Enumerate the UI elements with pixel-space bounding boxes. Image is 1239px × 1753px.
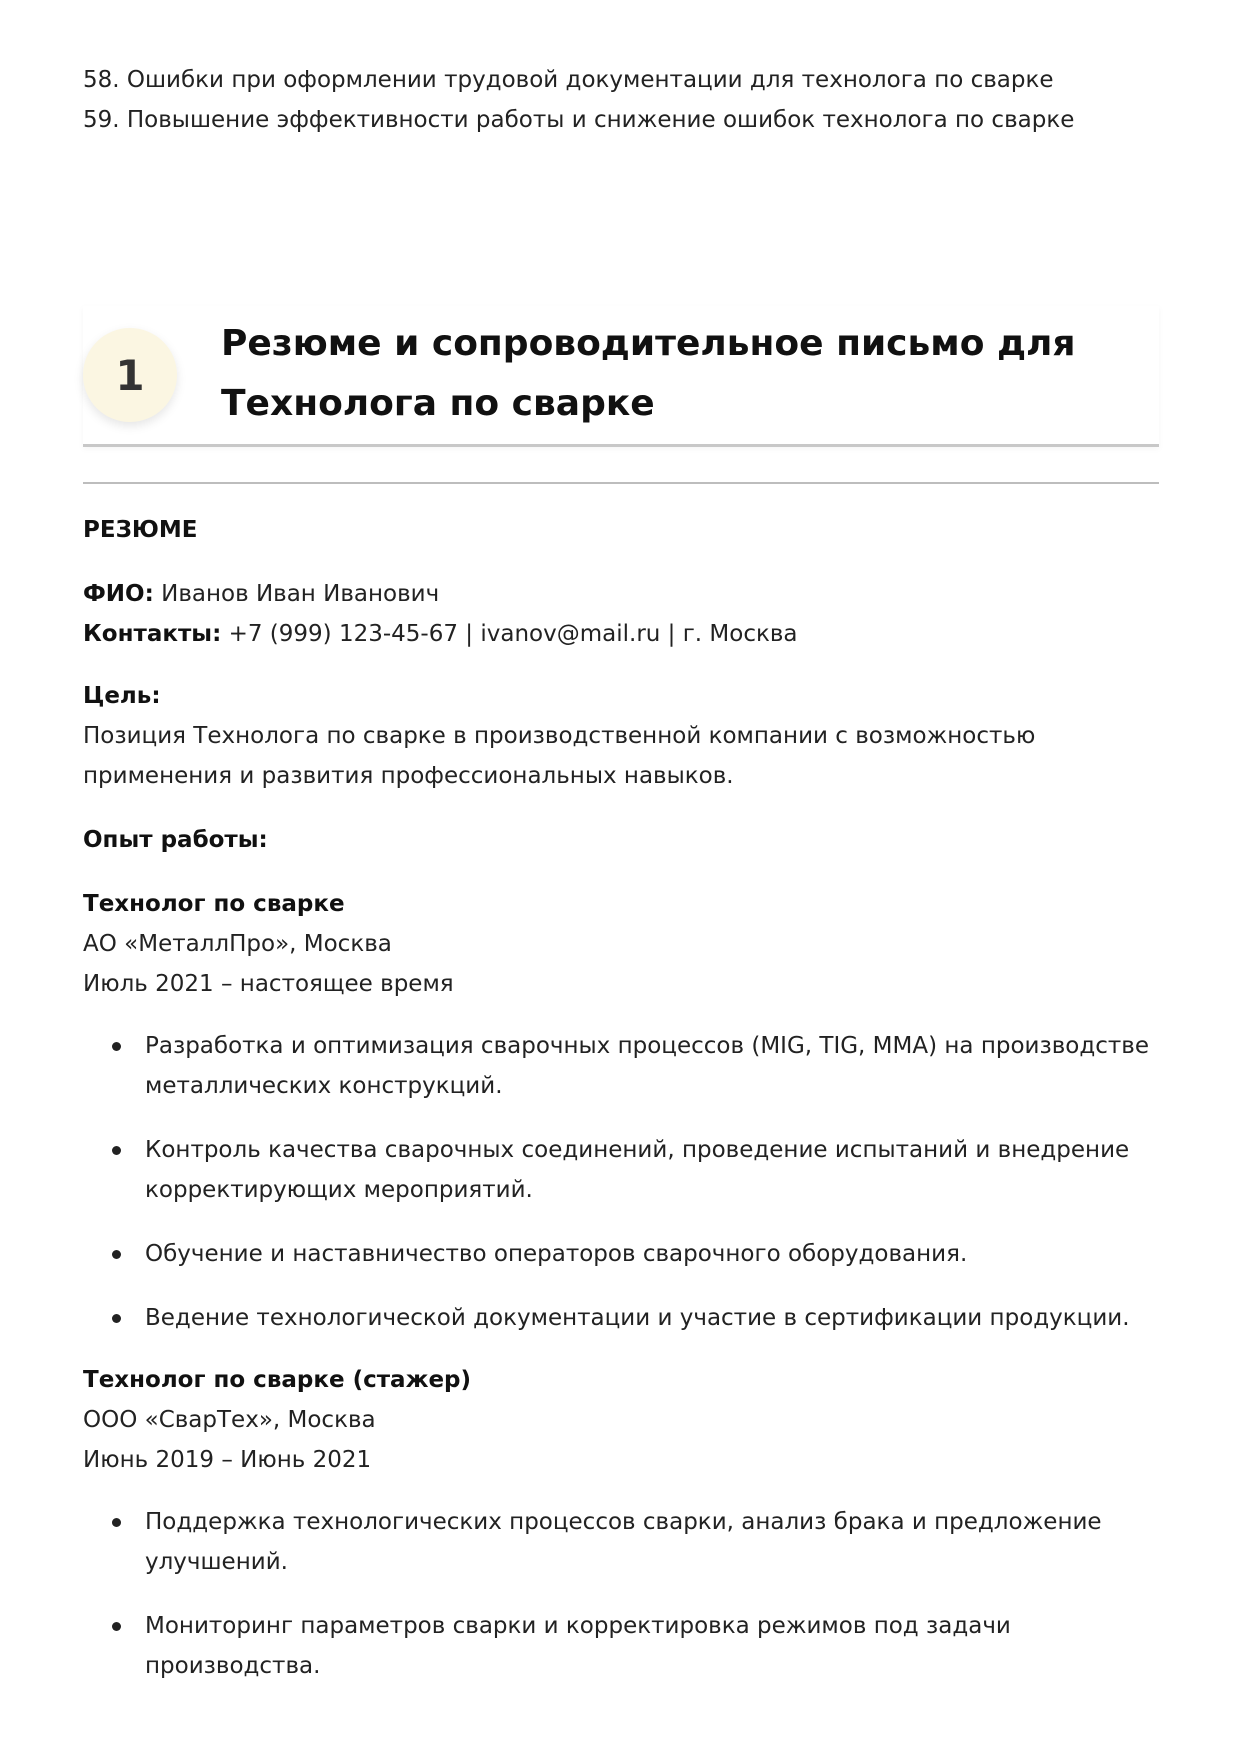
goal-label: Цель: <box>83 683 161 709</box>
divider <box>83 482 1159 484</box>
toc-item[interactable]: 58. Ошибки при оформлении трудовой документации для технолога по сварке <box>83 67 1054 93</box>
duty-text: Мониторинг параметров сварки и корректировка режимов под задачи производства. <box>145 1613 1011 1679</box>
bullet-icon <box>112 1518 121 1527</box>
bullet-icon <box>112 1622 121 1631</box>
list-item <box>145 1606 1159 1686</box>
job-title: Технолог по сварке (стажер) <box>83 1367 472 1393</box>
experience-label: Опыт работы: <box>83 827 268 853</box>
bullet-icon <box>112 1314 121 1323</box>
fio-line <box>83 574 1159 614</box>
job-company: АО «МеталлПро», Москва <box>83 931 392 957</box>
bullet-icon <box>112 1042 121 1051</box>
duty-text: Обучение и наставничество операторов сварочного оборудования. <box>145 1241 968 1267</box>
section-number-badge: 1 <box>83 328 177 422</box>
fio-label: ФИО: <box>83 581 154 607</box>
list-item <box>145 1502 1159 1582</box>
list-item <box>145 1234 1159 1274</box>
contacts-label: Контакты: <box>83 621 222 647</box>
job-company: ООО «СварТех», Москва <box>83 1407 376 1433</box>
table-of-contents <box>83 60 1074 140</box>
duty-text: Поддержка технологических процессов сварки, анализ брака и предложение улучшений. <box>145 1509 1102 1575</box>
resume-content <box>83 510 1159 1686</box>
toc-item[interactable]: 59. Повышение эффективности работы и снижение ошибок технолога по сварке <box>83 107 1075 133</box>
fio-value: Иванов Иван Иванович <box>153 581 440 607</box>
duty-text: Ведение технологической документации и участие в сертификации продукции. <box>145 1305 1130 1331</box>
resume-heading: РЕЗЮМЕ <box>83 517 198 543</box>
duty-text: Разработка и оптимизация сварочных процессов (MIG, TIG, MMA) на производстве металлических конструкций. <box>145 1033 1149 1099</box>
job-duties-list <box>83 1026 1159 1338</box>
contacts-value: +7 (999) 123-45-67 | ivanov@mail.ru | г. Москва <box>221 621 798 647</box>
job-title: Технолог по сварке <box>83 891 345 917</box>
contacts-line <box>83 614 1159 654</box>
bullet-icon <box>112 1250 121 1259</box>
list-item <box>145 1298 1159 1338</box>
section-header <box>83 306 1159 447</box>
job-duties-list <box>83 1502 1159 1686</box>
job-period: Июнь 2019 – Июнь 2021 <box>83 1447 372 1473</box>
duty-text: Контроль качества сварочных соединений, проведение испытаний и внедрение корректирующих мероприятий. <box>145 1137 1130 1203</box>
list-item <box>145 1130 1159 1210</box>
section-title: Резюме и сопроводительное письмо для Технолога по сварке <box>221 323 1076 424</box>
list-item <box>145 1026 1159 1106</box>
goal-text: Позиция Технолога по сварке в производственной компании с возможностью применения и развития профессиональных навыков. <box>83 723 1036 789</box>
job-period: Июль 2021 – настоящее время <box>83 971 454 997</box>
bullet-icon <box>112 1146 121 1155</box>
